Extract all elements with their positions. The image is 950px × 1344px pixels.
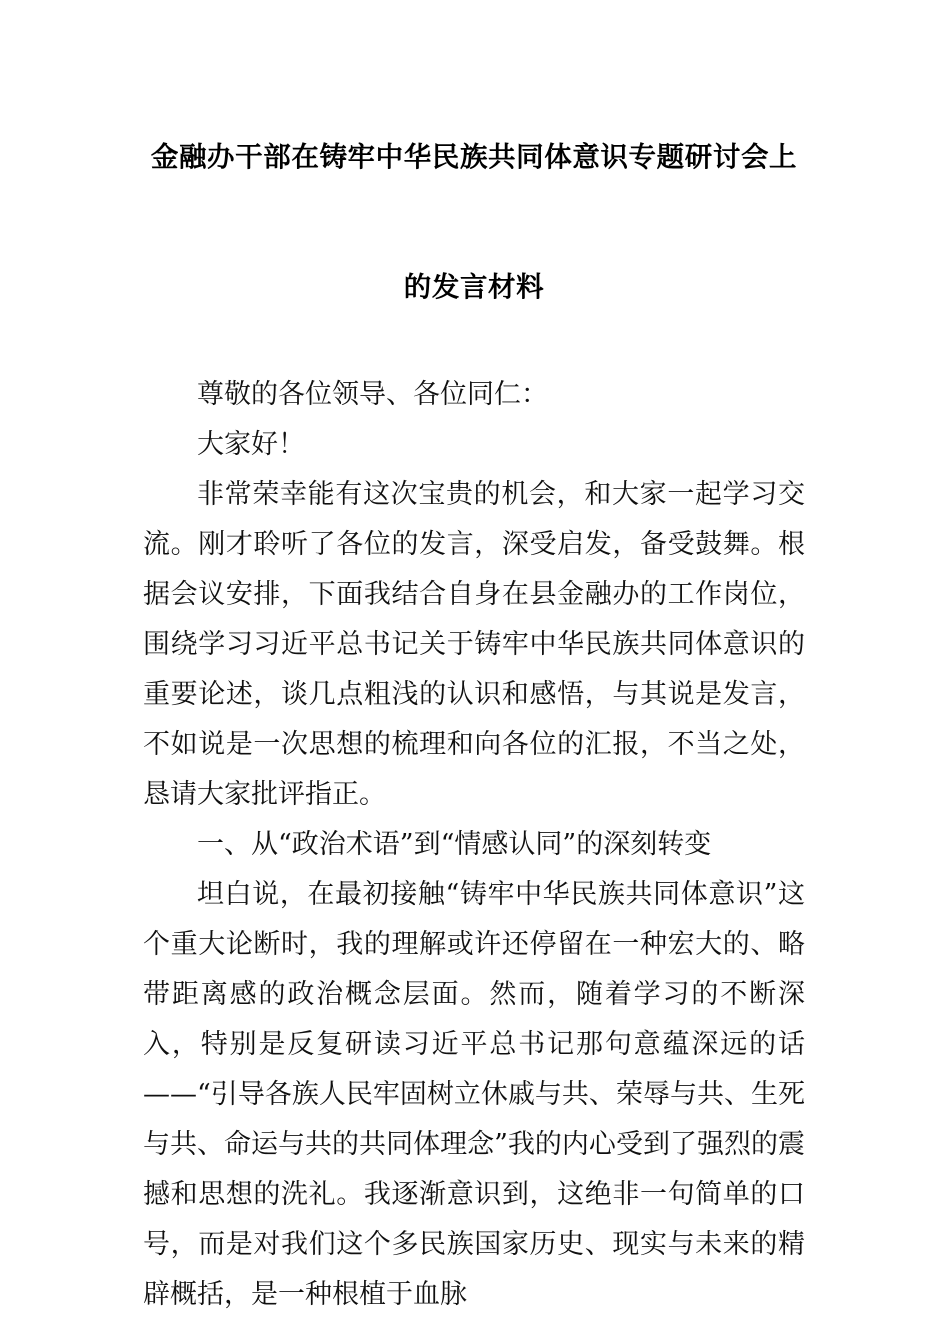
greeting-line: 大家好！ — [197, 429, 305, 460]
salutation-line: 尊敬的各位领导、各位同仁： — [197, 379, 548, 410]
intro-paragraph: 非常荣幸能有这次宝贵的机会，和大家一起学习交流。刚才聆听了各位的发言，深受启发，备受鼓舞。根据会议安排，下面我结合自身在县金融办的工作岗位，围绕学习习近平总书记关于铸牢中华民族共同体意识的重要论述，谈几点粗浅的认识和感悟，与其说是发言，不如说是一次思想的梳理和向各位的汇报，不当之处，恳请大家批评指正。 — [143, 479, 805, 810]
document-body — [143, 0, 805, 1320]
section-heading-one: 一、从“政治术语”到“情感认同”的深刻转变 — [197, 829, 712, 860]
page-title: 金融办干部在铸牢中华民族共同体意识专题研讨会上的发言材料 — [150, 141, 798, 302]
section-one-paragraph: 坦白说，在最初接触“铸牢中华民族共同体意识”这个重大论断时，我的理解或许还停留在一种宏大的、略带距离感的政治概念层面。然而，随着学习的不断深入，特别是反复研读习近平总书记那句意蕴深远的话——“引导各族人民牢固树立休戚与共、荣辱与共、生死与共、命运与共的共同体理念”我的内心受到了强烈的震撼和思想的洗礼。我逐渐意识到，这绝非一句简单的口号，而是对我们这个多民族国家历史、现实与未来的精辟概括，是一种根植于血脉 — [143, 879, 805, 1310]
